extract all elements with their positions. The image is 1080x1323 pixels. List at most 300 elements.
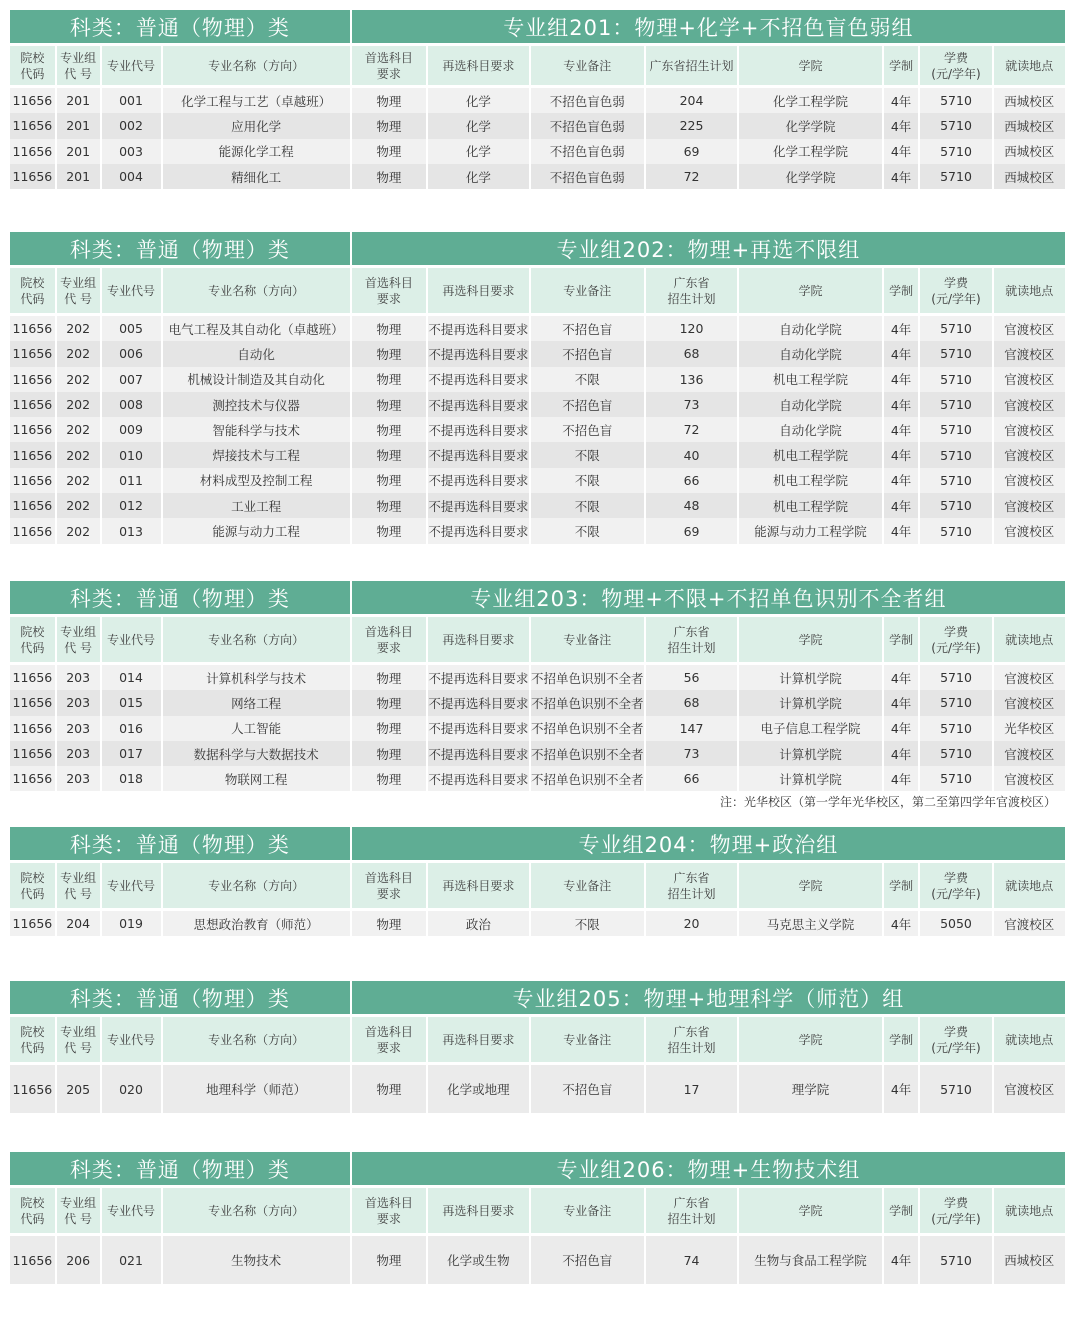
column-header-major-code: 专业代号 bbox=[102, 1017, 161, 1062]
cell-major-note: 不招色盲色弱 bbox=[531, 164, 644, 189]
cell-major-note: 不招色盲 bbox=[531, 1236, 644, 1284]
cell-major-name: 能源化学工程 bbox=[163, 139, 350, 164]
cell-major-name: 化学工程与工艺（卓越班） bbox=[163, 88, 350, 113]
column-header-tuition: 学费 (元/学年) bbox=[920, 268, 991, 313]
cell-college: 生物与食品工程学院 bbox=[739, 1236, 881, 1284]
cell-duration: 4年 bbox=[884, 164, 919, 189]
column-header-school-code: 院校 代码 bbox=[10, 268, 55, 313]
cell-college: 化学学院 bbox=[739, 164, 881, 189]
table-row bbox=[10, 493, 1065, 518]
group-4-block bbox=[10, 827, 1069, 936]
cell-duration: 4年 bbox=[884, 316, 919, 341]
table-row bbox=[10, 113, 1065, 138]
column-header-school-code: 院校 代码 bbox=[10, 1188, 55, 1233]
cell-college: 能源与动力工程学院 bbox=[739, 518, 881, 543]
cell-major-name: 数据科学与大数据技术 bbox=[163, 741, 350, 766]
group-6-block bbox=[10, 1152, 1069, 1284]
cell-major-code: 016 bbox=[102, 716, 161, 741]
cell-second-subject: 化学 bbox=[428, 164, 529, 189]
cell-major-note: 不限 bbox=[531, 367, 644, 392]
cell-first-subject: 物理 bbox=[352, 911, 426, 936]
cell-duration: 4年 bbox=[884, 113, 919, 138]
cell-campus: 官渡校区 bbox=[994, 493, 1065, 518]
column-header-major-note: 专业备注 bbox=[531, 1188, 644, 1233]
cell-college: 计算机学院 bbox=[739, 690, 881, 715]
cell-group-code: 202 bbox=[57, 518, 100, 543]
cell-first-subject: 物理 bbox=[352, 392, 426, 417]
cell-campus: 西城校区 bbox=[994, 113, 1065, 138]
column-header-tuition: 学费 (元/学年) bbox=[920, 1188, 991, 1233]
cell-tuition: 5710 bbox=[920, 164, 991, 189]
column-header-major-note: 专业备注 bbox=[531, 1017, 644, 1062]
column-header-second-subject: 再选科目要求 bbox=[428, 1017, 529, 1062]
cell-quota: 17 bbox=[646, 1065, 738, 1113]
cell-group-code: 203 bbox=[57, 665, 100, 690]
column-header-major-code: 专业代号 bbox=[102, 617, 161, 662]
table-row bbox=[10, 1236, 1065, 1284]
cell-second-subject: 不提再选科目要求 bbox=[428, 341, 529, 366]
cell-second-subject: 不提再选科目要求 bbox=[428, 716, 529, 741]
cell-major-note: 不招单色识别不全者 bbox=[531, 741, 644, 766]
column-header-major-name: 专业名称（方向） bbox=[163, 1188, 350, 1233]
cell-second-subject: 不提再选科目要求 bbox=[428, 493, 529, 518]
column-header-group-code: 专业组 代 号 bbox=[57, 1017, 100, 1062]
category-title: 科类：普通（物理）类 bbox=[10, 1152, 350, 1185]
column-header-major-code: 专业代号 bbox=[102, 863, 161, 908]
cell-college: 马克思主义学院 bbox=[739, 911, 881, 936]
cell-tuition: 5710 bbox=[920, 468, 991, 493]
cell-quota: 20 bbox=[646, 911, 738, 936]
cell-school-code: 11656 bbox=[10, 911, 55, 936]
cell-college: 机电工程学院 bbox=[739, 367, 881, 392]
cell-major-note: 不限 bbox=[531, 518, 644, 543]
cell-college: 自动化学院 bbox=[739, 417, 881, 442]
cell-campus: 官渡校区 bbox=[994, 741, 1065, 766]
column-header-major-name: 专业名称（方向） bbox=[163, 1017, 350, 1062]
table-row bbox=[10, 911, 1065, 936]
cell-quota: 40 bbox=[646, 442, 738, 467]
cell-major-note: 不招色盲色弱 bbox=[531, 139, 644, 164]
column-header-quota: 广东省 招生计划 bbox=[646, 268, 738, 313]
cell-campus: 官渡校区 bbox=[994, 1065, 1065, 1113]
cell-college: 电子信息工程学院 bbox=[739, 716, 881, 741]
group-table bbox=[8, 10, 1067, 189]
column-header-tuition: 学费 (元/学年) bbox=[920, 617, 991, 662]
cell-major-note: 不招色盲 bbox=[531, 316, 644, 341]
cell-second-subject: 不提再选科目要求 bbox=[428, 442, 529, 467]
cell-group-code: 202 bbox=[57, 442, 100, 467]
cell-second-subject: 化学或生物 bbox=[428, 1236, 529, 1284]
cell-second-subject: 不提再选科目要求 bbox=[428, 392, 529, 417]
group-5-block bbox=[10, 981, 1069, 1113]
category-title: 科类：普通（物理）类 bbox=[10, 232, 350, 265]
column-header-major-name: 专业名称（方向） bbox=[163, 863, 350, 908]
column-header-major-name: 专业名称（方向） bbox=[163, 617, 350, 662]
cell-school-code: 11656 bbox=[10, 741, 55, 766]
cell-major-note: 不招单色识别不全者 bbox=[531, 690, 644, 715]
cell-group-code: 202 bbox=[57, 316, 100, 341]
cell-duration: 4年 bbox=[884, 442, 919, 467]
cell-duration: 4年 bbox=[884, 741, 919, 766]
cell-quota: 136 bbox=[646, 367, 738, 392]
cell-campus: 西城校区 bbox=[994, 139, 1065, 164]
cell-school-code: 11656 bbox=[10, 1065, 55, 1113]
column-header-first-subject: 首选科目 要求 bbox=[352, 268, 426, 313]
cell-college: 化学工程学院 bbox=[739, 139, 881, 164]
cell-first-subject: 物理 bbox=[352, 518, 426, 543]
column-header-college: 学院 bbox=[739, 1017, 881, 1062]
cell-school-code: 11656 bbox=[10, 367, 55, 392]
column-header-major-code: 专业代号 bbox=[102, 1188, 161, 1233]
cell-campus: 官渡校区 bbox=[994, 341, 1065, 366]
cell-duration: 4年 bbox=[884, 367, 919, 392]
column-header-college: 学院 bbox=[739, 46, 881, 85]
group-table bbox=[8, 981, 1067, 1113]
cell-tuition: 5710 bbox=[920, 417, 991, 442]
cell-major-code: 013 bbox=[102, 518, 161, 543]
cell-major-name: 思想政治教育（师范） bbox=[163, 911, 350, 936]
cell-major-code: 019 bbox=[102, 911, 161, 936]
cell-major-code: 017 bbox=[102, 741, 161, 766]
column-header-group-code: 专业组 代 号 bbox=[57, 46, 100, 85]
cell-school-code: 11656 bbox=[10, 518, 55, 543]
cell-school-code: 11656 bbox=[10, 716, 55, 741]
cell-second-subject: 不提再选科目要求 bbox=[428, 417, 529, 442]
column-header-first-subject: 首选科目 要求 bbox=[352, 863, 426, 908]
column-header-duration: 学制 bbox=[884, 46, 919, 85]
cell-major-note: 不招单色识别不全者 bbox=[531, 766, 644, 791]
table-row bbox=[10, 442, 1065, 467]
cell-quota: 66 bbox=[646, 766, 738, 791]
cell-campus: 官渡校区 bbox=[994, 766, 1065, 791]
cell-quota: 48 bbox=[646, 493, 738, 518]
cell-duration: 4年 bbox=[884, 518, 919, 543]
cell-quota: 68 bbox=[646, 341, 738, 366]
cell-second-subject: 不提再选科目要求 bbox=[428, 518, 529, 543]
cell-group-code: 204 bbox=[57, 911, 100, 936]
cell-school-code: 11656 bbox=[10, 164, 55, 189]
column-header-campus: 就读地点 bbox=[994, 617, 1065, 662]
cell-duration: 4年 bbox=[884, 716, 919, 741]
cell-school-code: 11656 bbox=[10, 665, 55, 690]
cell-tuition: 5710 bbox=[920, 392, 991, 417]
cell-quota: 204 bbox=[646, 88, 738, 113]
cell-school-code: 11656 bbox=[10, 316, 55, 341]
group-2-block bbox=[10, 232, 1069, 544]
column-header-group-code: 专业组 代 号 bbox=[57, 863, 100, 908]
column-header-campus: 就读地点 bbox=[994, 1017, 1065, 1062]
cell-first-subject: 物理 bbox=[352, 766, 426, 791]
cell-first-subject: 物理 bbox=[352, 741, 426, 766]
cell-major-code: 011 bbox=[102, 468, 161, 493]
cell-quota: 69 bbox=[646, 518, 738, 543]
cell-major-code: 015 bbox=[102, 690, 161, 715]
cell-quota: 72 bbox=[646, 164, 738, 189]
cell-campus: 官渡校区 bbox=[994, 518, 1065, 543]
cell-school-code: 11656 bbox=[10, 139, 55, 164]
cell-major-code: 002 bbox=[102, 113, 161, 138]
cell-first-subject: 物理 bbox=[352, 665, 426, 690]
cell-quota: 66 bbox=[646, 468, 738, 493]
cell-major-name: 焊接技术与工程 bbox=[163, 442, 350, 467]
column-header-campus: 就读地点 bbox=[994, 1188, 1065, 1233]
cell-quota: 56 bbox=[646, 665, 738, 690]
column-header-college: 学院 bbox=[739, 863, 881, 908]
cell-group-code: 202 bbox=[57, 417, 100, 442]
cell-major-note: 不招色盲色弱 bbox=[531, 113, 644, 138]
cell-group-code: 201 bbox=[57, 113, 100, 138]
cell-first-subject: 物理 bbox=[352, 690, 426, 715]
cell-quota: 73 bbox=[646, 392, 738, 417]
cell-college: 自动化学院 bbox=[739, 341, 881, 366]
cell-first-subject: 物理 bbox=[352, 88, 426, 113]
cell-tuition: 5710 bbox=[920, 88, 991, 113]
cell-major-name: 人工智能 bbox=[163, 716, 350, 741]
cell-duration: 4年 bbox=[884, 690, 919, 715]
group-title: 专业组204：物理+政治组 bbox=[352, 827, 1065, 860]
column-header-first-subject: 首选科目 要求 bbox=[352, 617, 426, 662]
table-row bbox=[10, 665, 1065, 690]
cell-major-name: 物联网工程 bbox=[163, 766, 350, 791]
cell-major-code: 004 bbox=[102, 164, 161, 189]
column-header-second-subject: 再选科目要求 bbox=[428, 46, 529, 85]
cell-tuition: 5710 bbox=[920, 665, 991, 690]
cell-major-code: 009 bbox=[102, 417, 161, 442]
cell-duration: 4年 bbox=[884, 468, 919, 493]
cell-second-subject: 化学或地理 bbox=[428, 1065, 529, 1113]
cell-college: 化学工程学院 bbox=[739, 88, 881, 113]
footnote: 注：光华校区（第一学年光华校区，第二至第四学年官渡校区） bbox=[719, 795, 1056, 809]
cell-school-code: 11656 bbox=[10, 341, 55, 366]
cell-first-subject: 物理 bbox=[352, 367, 426, 392]
column-header-major-name: 专业名称（方向） bbox=[163, 268, 350, 313]
column-header-tuition: 学费 (元/学年) bbox=[920, 46, 991, 85]
cell-major-note: 不招色盲 bbox=[531, 1065, 644, 1113]
cell-school-code: 11656 bbox=[10, 113, 55, 138]
cell-school-code: 11656 bbox=[10, 690, 55, 715]
table-row bbox=[10, 341, 1065, 366]
column-header-college: 学院 bbox=[739, 617, 881, 662]
cell-college: 机电工程学院 bbox=[739, 442, 881, 467]
column-header-major-note: 专业备注 bbox=[531, 617, 644, 662]
category-title: 科类：普通（物理）类 bbox=[10, 981, 350, 1014]
table-row bbox=[10, 316, 1065, 341]
cell-college: 计算机学院 bbox=[739, 741, 881, 766]
cell-first-subject: 物理 bbox=[352, 468, 426, 493]
cell-group-code: 203 bbox=[57, 766, 100, 791]
cell-major-name: 计算机科学与技术 bbox=[163, 665, 350, 690]
group-1-block bbox=[10, 10, 1069, 189]
cell-major-code: 012 bbox=[102, 493, 161, 518]
column-header-major-note: 专业备注 bbox=[531, 46, 644, 85]
table-row bbox=[10, 468, 1065, 493]
column-header-second-subject: 再选科目要求 bbox=[428, 863, 529, 908]
cell-tuition: 5710 bbox=[920, 316, 991, 341]
cell-quota: 225 bbox=[646, 113, 738, 138]
cell-first-subject: 物理 bbox=[352, 442, 426, 467]
cell-quota: 120 bbox=[646, 316, 738, 341]
cell-campus: 西城校区 bbox=[994, 164, 1065, 189]
group-table bbox=[8, 232, 1067, 544]
cell-major-name: 应用化学 bbox=[163, 113, 350, 138]
cell-group-code: 202 bbox=[57, 468, 100, 493]
cell-second-subject: 不提再选科目要求 bbox=[428, 316, 529, 341]
cell-quota: 73 bbox=[646, 741, 738, 766]
cell-tuition: 5710 bbox=[920, 113, 991, 138]
cell-duration: 4年 bbox=[884, 911, 919, 936]
cell-tuition: 5710 bbox=[920, 493, 991, 518]
cell-group-code: 202 bbox=[57, 341, 100, 366]
column-header-quota: 广东省 招生计划 bbox=[646, 1188, 738, 1233]
cell-major-code: 001 bbox=[102, 88, 161, 113]
cell-first-subject: 物理 bbox=[352, 113, 426, 138]
cell-campus: 官渡校区 bbox=[994, 367, 1065, 392]
table-row bbox=[10, 88, 1065, 113]
cell-major-name: 电气工程及其自动化（卓越班） bbox=[163, 316, 350, 341]
cell-group-code: 205 bbox=[57, 1065, 100, 1113]
cell-college: 自动化学院 bbox=[739, 392, 881, 417]
cell-campus: 官渡校区 bbox=[994, 911, 1065, 936]
cell-school-code: 11656 bbox=[10, 442, 55, 467]
group-title: 专业组201：物理+化学+不招色盲色弱组 bbox=[352, 10, 1065, 43]
cell-second-subject: 不提再选科目要求 bbox=[428, 468, 529, 493]
cell-major-name: 材料成型及控制工程 bbox=[163, 468, 350, 493]
cell-second-subject: 不提再选科目要求 bbox=[428, 665, 529, 690]
cell-first-subject: 物理 bbox=[352, 1065, 426, 1113]
cell-duration: 4年 bbox=[884, 392, 919, 417]
cell-duration: 4年 bbox=[884, 417, 919, 442]
column-header-college: 学院 bbox=[739, 268, 881, 313]
cell-tuition: 5050 bbox=[920, 911, 991, 936]
cell-college: 化学学院 bbox=[739, 113, 881, 138]
table-row bbox=[10, 139, 1065, 164]
cell-campus: 官渡校区 bbox=[994, 665, 1065, 690]
cell-campus: 西城校区 bbox=[994, 88, 1065, 113]
cell-college: 机电工程学院 bbox=[739, 493, 881, 518]
cell-tuition: 5710 bbox=[920, 1236, 991, 1284]
cell-group-code: 203 bbox=[57, 690, 100, 715]
group-table bbox=[8, 1152, 1067, 1284]
cell-major-code: 014 bbox=[102, 665, 161, 690]
column-header-duration: 学制 bbox=[884, 863, 919, 908]
column-header-second-subject: 再选科目要求 bbox=[428, 268, 529, 313]
column-header-major-note: 专业备注 bbox=[531, 268, 644, 313]
column-header-quota: 广东省 招生计划 bbox=[646, 1017, 738, 1062]
cell-major-code: 005 bbox=[102, 316, 161, 341]
cell-campus: 官渡校区 bbox=[994, 442, 1065, 467]
cell-major-code: 008 bbox=[102, 392, 161, 417]
cell-second-subject: 不提再选科目要求 bbox=[428, 367, 529, 392]
column-header-first-subject: 首选科目 要求 bbox=[352, 46, 426, 85]
cell-tuition: 5710 bbox=[920, 367, 991, 392]
cell-quota: 69 bbox=[646, 139, 738, 164]
column-header-duration: 学制 bbox=[884, 1188, 919, 1233]
cell-major-name: 精细化工 bbox=[163, 164, 350, 189]
cell-tuition: 5710 bbox=[920, 690, 991, 715]
cell-college: 机电工程学院 bbox=[739, 468, 881, 493]
cell-major-code: 006 bbox=[102, 341, 161, 366]
cell-second-subject: 政治 bbox=[428, 911, 529, 936]
cell-school-code: 11656 bbox=[10, 468, 55, 493]
cell-second-subject: 不提再选科目要求 bbox=[428, 741, 529, 766]
column-header-college: 学院 bbox=[739, 1188, 881, 1233]
column-header-school-code: 院校 代码 bbox=[10, 1017, 55, 1062]
group-title: 专业组205：物理+地理科学（师范）组 bbox=[352, 981, 1065, 1014]
column-header-group-code: 专业组 代 号 bbox=[57, 268, 100, 313]
cell-campus: 光华校区 bbox=[994, 716, 1065, 741]
cell-tuition: 5710 bbox=[920, 1065, 991, 1113]
cell-school-code: 11656 bbox=[10, 88, 55, 113]
cell-group-code: 202 bbox=[57, 367, 100, 392]
cell-group-code: 201 bbox=[57, 88, 100, 113]
cell-duration: 4年 bbox=[884, 665, 919, 690]
cell-first-subject: 物理 bbox=[352, 341, 426, 366]
cell-duration: 4年 bbox=[884, 766, 919, 791]
column-header-group-code: 专业组 代 号 bbox=[57, 617, 100, 662]
cell-major-code: 021 bbox=[102, 1236, 161, 1284]
cell-school-code: 11656 bbox=[10, 493, 55, 518]
cell-major-code: 003 bbox=[102, 139, 161, 164]
column-header-major-code: 专业代号 bbox=[102, 268, 161, 313]
table-row bbox=[10, 518, 1065, 543]
cell-group-code: 203 bbox=[57, 716, 100, 741]
cell-group-code: 202 bbox=[57, 493, 100, 518]
cell-tuition: 5710 bbox=[920, 766, 991, 791]
group-title: 专业组202：物理+再选不限组 bbox=[352, 232, 1065, 265]
column-header-campus: 就读地点 bbox=[994, 46, 1065, 85]
cell-duration: 4年 bbox=[884, 1236, 919, 1284]
cell-campus: 官渡校区 bbox=[994, 392, 1065, 417]
cell-tuition: 5710 bbox=[920, 716, 991, 741]
category-title: 科类：普通（物理）类 bbox=[10, 581, 350, 614]
table-row bbox=[10, 1065, 1065, 1113]
column-header-first-subject: 首选科目 要求 bbox=[352, 1188, 426, 1233]
column-header-first-subject: 首选科目 要求 bbox=[352, 1017, 426, 1062]
column-header-duration: 学制 bbox=[884, 617, 919, 662]
cell-first-subject: 物理 bbox=[352, 1236, 426, 1284]
cell-second-subject: 化学 bbox=[428, 88, 529, 113]
table-row bbox=[10, 690, 1065, 715]
cell-campus: 官渡校区 bbox=[994, 316, 1065, 341]
cell-first-subject: 物理 bbox=[352, 139, 426, 164]
cell-major-name: 网络工程 bbox=[163, 690, 350, 715]
column-header-major-note: 专业备注 bbox=[531, 863, 644, 908]
column-header-school-code: 院校 代码 bbox=[10, 46, 55, 85]
column-header-second-subject: 再选科目要求 bbox=[428, 1188, 529, 1233]
column-header-duration: 学制 bbox=[884, 268, 919, 313]
cell-campus: 西城校区 bbox=[994, 1236, 1065, 1284]
cell-second-subject: 不提再选科目要求 bbox=[428, 690, 529, 715]
group-table bbox=[8, 827, 1067, 936]
cell-major-code: 018 bbox=[102, 766, 161, 791]
cell-college: 自动化学院 bbox=[739, 316, 881, 341]
group-title: 专业组206：物理+生物技术组 bbox=[352, 1152, 1065, 1185]
cell-duration: 4年 bbox=[884, 341, 919, 366]
group-3-block bbox=[10, 581, 1069, 791]
column-header-quota: 广东省 招生计划 bbox=[646, 617, 738, 662]
column-header-campus: 就读地点 bbox=[994, 268, 1065, 313]
group-title: 专业组203：物理+不限+不招单色识别不全者组 bbox=[352, 581, 1065, 614]
cell-major-note: 不招单色识别不全者 bbox=[531, 665, 644, 690]
cell-major-note: 不招色盲 bbox=[531, 392, 644, 417]
column-header-quota: 广东省招生计划 bbox=[646, 46, 738, 85]
cell-first-subject: 物理 bbox=[352, 716, 426, 741]
cell-tuition: 5710 bbox=[920, 518, 991, 543]
cell-group-code: 201 bbox=[57, 139, 100, 164]
cell-group-code: 206 bbox=[57, 1236, 100, 1284]
cell-duration: 4年 bbox=[884, 493, 919, 518]
cell-school-code: 11656 bbox=[10, 392, 55, 417]
